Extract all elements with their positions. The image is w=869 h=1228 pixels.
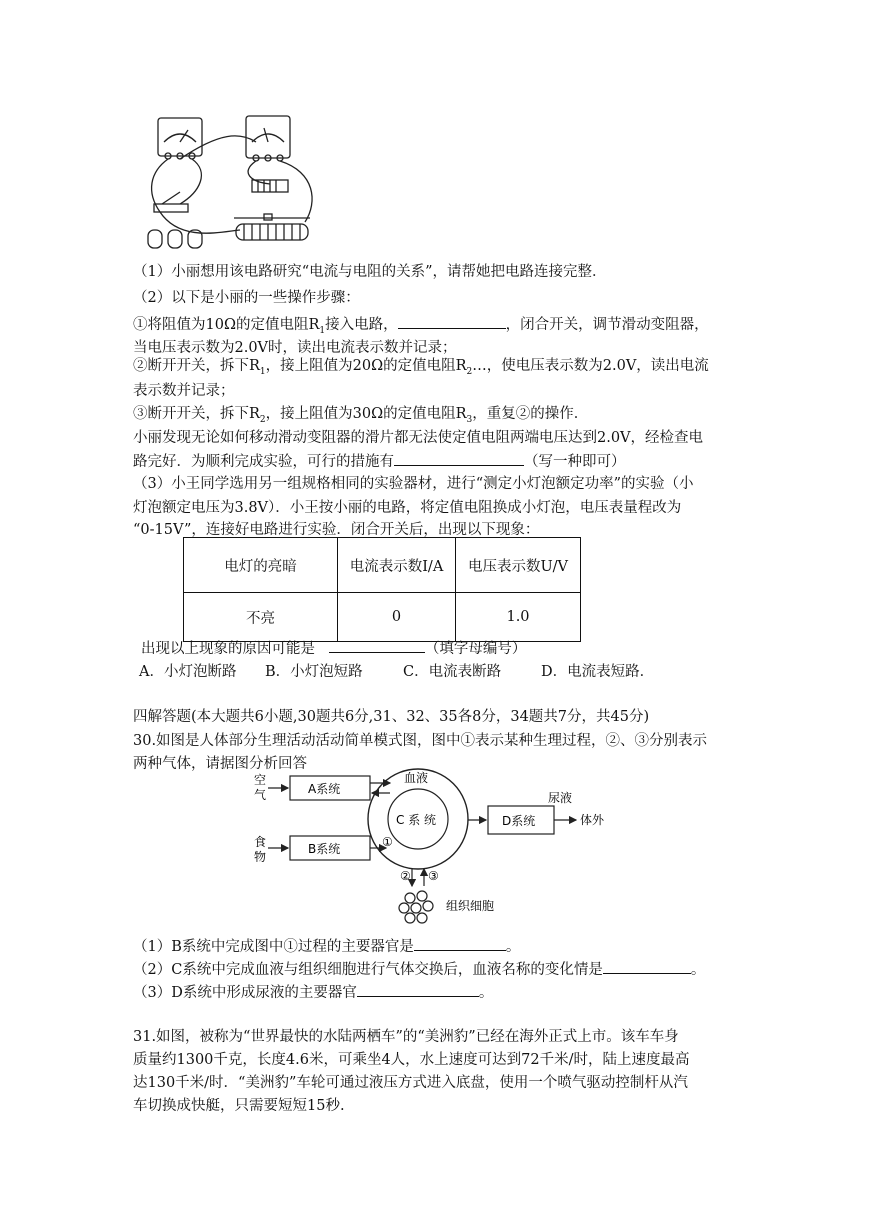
process-1-label: ① xyxy=(382,835,393,849)
d-system-label: D系统 xyxy=(502,814,536,828)
q30-line-2: 两种气体，请据图分析回答 xyxy=(133,756,307,772)
answer-blank[interactable] xyxy=(603,958,691,974)
table-cell: 1.0 xyxy=(456,593,581,642)
blood-label: 血液 xyxy=(404,771,429,785)
q30-answer-2: （2）C系统中完成血液与组织细胞进行气体交换后，血液名称的变化情是 。 xyxy=(133,958,705,980)
option-b[interactable]: B．小灯泡短路 xyxy=(265,664,363,680)
air-label: 气 xyxy=(254,788,267,802)
gas-3-label: ③ xyxy=(428,869,439,883)
step-1-line-2: 当电压表示数为2.0V时，读出电流表示数并记录； xyxy=(133,340,457,356)
reason-line: 出现以上现象的原因可能是 （填字母编号） xyxy=(141,637,526,659)
answer-blank[interactable] xyxy=(394,450,524,466)
food-label: 食 xyxy=(254,835,267,849)
step-1-line-1: ①将阻值为10Ω的定值电阻$R_1$接入电路， ，闭合开关，调节滑动变阻器， xyxy=(133,313,709,341)
table-header: 电压表示数U/V xyxy=(456,538,581,593)
air-label: 空 xyxy=(254,773,267,787)
c-system-label: C 系 统 xyxy=(396,813,437,827)
answer-blank[interactable] xyxy=(414,935,506,951)
answer-blank[interactable] xyxy=(357,981,479,997)
answer-blank[interactable] xyxy=(329,637,425,653)
step-2-line-1: ②断开开关，拆下$R_1$，接上阻值为20Ω的定值电阻$R_2\dots$，使电压表示数为2.0V，读出电流 xyxy=(133,358,709,377)
outside-label: 体外 xyxy=(580,813,605,827)
table-cell: 不亮 xyxy=(184,593,338,642)
question-part-3-line-2: 灯泡额定电压为3.8V）．小王按小丽的电路，将定值电阻换成小灯泡，电压表量程改为 xyxy=(133,500,682,516)
physiology-diagram xyxy=(250,756,650,931)
paragraph-line-1: 小丽发现无论如何移动滑动变阻器的滑片都无法使定值电阻两端电压达到2.0V，经检查电 xyxy=(133,430,704,446)
step-3: ③断开开关，拆下$R_2$，接上阻值为30Ω的定值电阻$R_3$，重复②的操作． xyxy=(133,406,589,425)
option-c[interactable]: C．电流表断路 xyxy=(403,664,502,680)
step-2-line-2: 表示数并记录； xyxy=(133,383,235,399)
a-system-label: A系统 xyxy=(308,782,341,796)
q31-line-1: 31.如图，被称为“世界最快的水陆两栖车”的“美洲豹”已经在海外正式上市。该车车身 xyxy=(133,1029,679,1045)
option-d[interactable]: D．电流表短路． xyxy=(541,664,655,680)
circuit-image xyxy=(140,112,330,252)
tissue-cells-label: 组织细胞 xyxy=(446,899,495,913)
observation-table xyxy=(183,537,581,642)
options-line xyxy=(139,662,654,682)
urine-label: 尿液 xyxy=(548,791,573,805)
answer-blank[interactable] xyxy=(398,313,506,329)
question-part-3-line-1: （3）小王同学选用另一组规格相同的实验器材，进行“测定小灯泡额定功率”的实验（小 xyxy=(133,476,694,492)
paragraph-line-2: 路完好．为顺利完成实验，可行的措施有 （写一种即可） xyxy=(133,450,626,472)
food-label: 物 xyxy=(254,850,267,864)
table-cell: 0 xyxy=(338,593,456,642)
q30-answer-3: （3）D系统中形成尿液的主要器官 。 xyxy=(133,981,493,1003)
question-part-2: （2）以下是小丽的一些操作步骤： xyxy=(133,290,360,306)
section-heading: 四解答题(本大题共6小题,30题共6分,31、32、35各8分，34题共7分，共45分) xyxy=(133,709,650,725)
table-header: 电流表示数I/A xyxy=(338,538,456,593)
q30-answer-1: （1）B系统中完成图中①过程的主要器官是 。 xyxy=(133,935,520,957)
question-part-3-line-3: “0-15V”，连接好电路进行实验．闭合开关后，出现以下现象： xyxy=(133,522,540,538)
q31-line-4: 车切换成快艇，只需要短短15秒. xyxy=(133,1098,345,1114)
q31-line-2: 质量约1300千克，长度4.6米，可乘坐4人，水上速度可达到72千米/时，陆上速度最高 xyxy=(133,1052,690,1068)
option-a[interactable]: A．小灯泡断路 xyxy=(139,664,237,680)
gas-2-label: ② xyxy=(400,869,411,883)
q31-line-3: 达130千米/时．“美洲豹”车轮可通过液压方式进入底盘，使用一个喷气驱动控制杆从汽 xyxy=(133,1075,688,1091)
b-system-label: B系统 xyxy=(308,842,341,856)
table-header: 电灯的亮暗 xyxy=(184,538,338,593)
q30-line-1: 30.如图是人体部分生理活动活动简单模式图，图中①表示某种生理过程，②、③分别表示 xyxy=(133,733,708,749)
question-part-1: （1）小丽想用该电路研究“电流与电阻的关系”，请帮她把电路连接完整． xyxy=(133,264,607,280)
